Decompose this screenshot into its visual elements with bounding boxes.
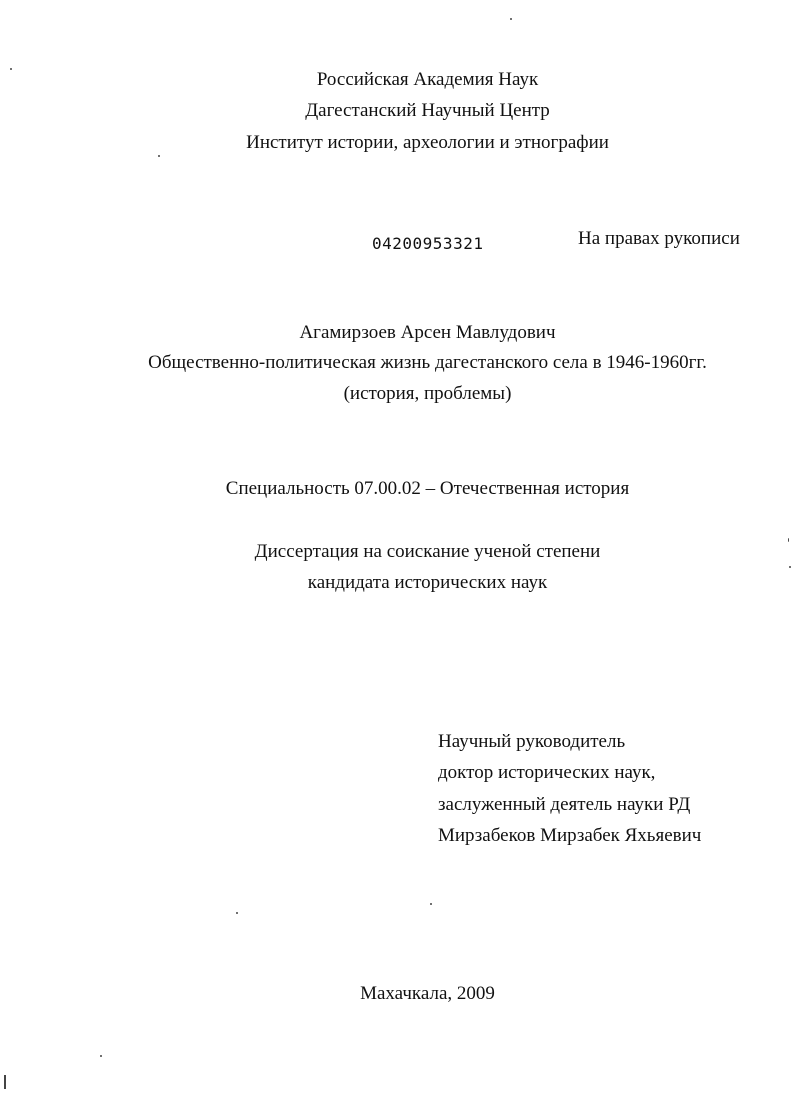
supervisor-title: заслуженный деятель науки РД: [438, 794, 691, 815]
degree-line-2: кандидата исторических наук: [307, 572, 548, 593]
scan-speck: [10, 68, 12, 70]
supervisor-name: Мирзабеков Мирзабек Яхьяевич: [438, 825, 702, 846]
scan-speck: [158, 155, 160, 157]
scan-speck: [236, 912, 238, 914]
supervisor-degree: доктор исторических наук,: [438, 762, 656, 783]
specialty-line: Специальность 07.00.02 – Отечественная история: [225, 478, 630, 499]
scan-speck: [789, 566, 791, 568]
academy-heading: Российская Академия Наук: [316, 69, 539, 90]
center-heading: Дагестанский Научный Центр: [305, 100, 550, 121]
author-name: Агамирзоев Арсен Мавлудович: [299, 322, 556, 343]
dissertation-title: Общественно-политическая жизнь дагестанского села в 1946-1960гг.: [148, 352, 707, 373]
supervisor-role: Научный руководитель: [438, 731, 626, 752]
place-year: Махачкала, 2009: [360, 983, 495, 1004]
scan-speck: [510, 18, 512, 20]
dissertation-subtitle: (история, проблемы): [343, 383, 512, 404]
degree-line-1: Диссертация на соискание ученой степени: [254, 541, 601, 562]
institute-heading: Институт истории, археологии и этнографии: [246, 132, 609, 153]
scan-speck: [788, 538, 789, 542]
rights-note: На правах рукописи: [578, 228, 740, 249]
scan-speck: [430, 903, 432, 905]
catalog-number: 04200953321: [372, 234, 484, 253]
scan-speck: [4, 1075, 6, 1089]
scan-speck: [100, 1055, 102, 1057]
